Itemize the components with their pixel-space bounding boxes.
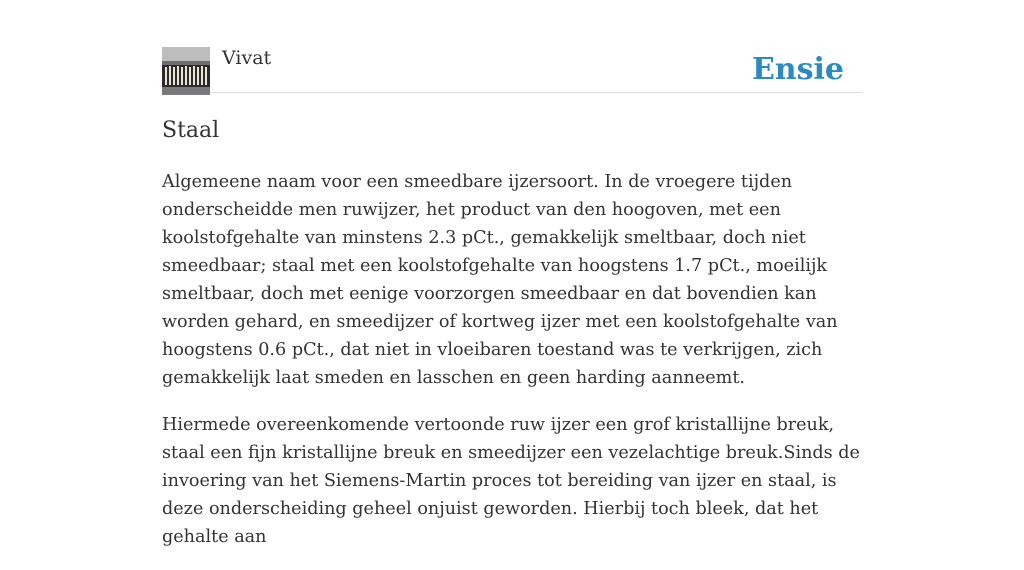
article-paragraph: Hiermede overeenkomende vertoonde ruw ijzer een grof kristallijne breuk, staal een fijn kristallijne breuk en smeedijzer een vezelachtige breuk.Sinds de invoering van het Siemens-Martin proces tot bereiding van ijzer en staal, is deze onderscheiding geheel onjuist geworden. Hierbij toch bleek, dat het gehalte aan <box>162 415 860 547</box>
article-title: Staal <box>162 118 220 143</box>
site-avatar[interactable] <box>162 47 210 95</box>
book-spines-avatar-icon <box>162 47 210 95</box>
site-name[interactable]: Vivat <box>222 47 272 69</box>
site-header <box>162 46 862 93</box>
brand-logo-link[interactable]: Ensie <box>751 52 844 87</box>
article-paragraph: Algemeene naam voor een smeedbare ijzersoort. In de vroegere tijden onderscheidde men ruwijzer, het product van den hoogoven, met een koolstofgehalte van minstens 2.3 pCt., gemakkelijk smeltbaar, doch niet smeedbaar; staal met een koolstofgehalte van hoogstens 1.7 pCt., moeilijk smeltbaar, doch met eenige voorzorgen smeedbaar en dat bovendien kan worden gehard, en smeedijzer of kortweg ijzer met een koolstofgehalte van hoogstens 0.6 pCt., dat niet in vloeibaren toestand was te verkrijgen, zich gemakkelijk laat smeden en lasschen en geen harding aanneemt. <box>162 172 838 388</box>
article-body <box>162 168 862 570</box>
